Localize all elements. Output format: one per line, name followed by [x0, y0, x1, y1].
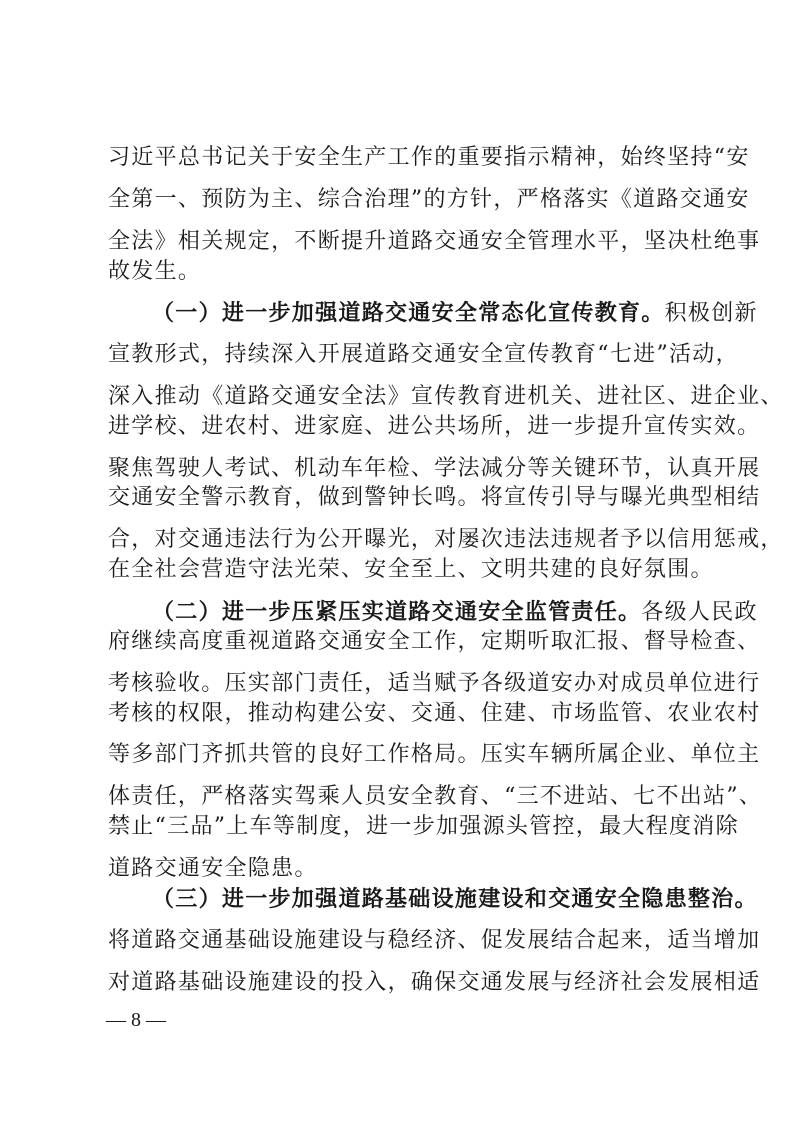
body-text-line: 合，对交通违法行为公开曝光，对屡次违法违规者予以信用惩戒， [108, 527, 784, 552]
body-text-span: 各级人民政 [641, 600, 758, 625]
body-text-line: 体责任，严格落实驾乘人员安全教育、“三不进站、七不出站”、 [108, 784, 763, 809]
body-text-line: 禁止“三品”上车等制度，进一步加强源头管控，最大程度消除 [108, 814, 739, 839]
body-text-line: 进学校、进农村、进家庭、进公共场所，进一步提升宣传实效。 [108, 414, 761, 439]
body-text-line: 道路交通安全隐患。 [108, 856, 318, 881]
body-text-line: 交通安全警示教育，做到警钟长鸣。将宣传引导与曝光典型相结 [108, 485, 761, 510]
body-text-line: 在全社会营造守法光荣、安全至上、文明共建的良好氛围。 [108, 557, 714, 582]
body-text-line: 深入推动《道路交通安全法》宣传教育进机关、进社区、进企业、 [108, 384, 784, 409]
body-text-line: 考核验收。压实部门责任，适当赋予各级道安办对成员单位进行 [108, 671, 761, 696]
body-text-line: 考核的权限，推动构建公安、交通、住建、市场监管、农业农村 [108, 701, 761, 726]
body-text-line: 宣教形式，持续深入开展道路交通安全宣传教育“七进”活动， [108, 342, 739, 367]
section-1-first-line [152, 297, 758, 329]
body-text-line: 全第一、预防为主、综合治理”的方针，严格落实《道路交通安 [108, 187, 750, 212]
body-text-line: 聚焦驾驶人考试、机动车年检、学法减分等关键环节，认真开展 [108, 456, 761, 481]
section-1-heading: （一）进一步加强道路交通安全常态化宣传教育。 [152, 300, 665, 326]
page-number: — 8 — [106, 1009, 166, 1031]
body-text-line: 习近平总书记关于安全生产工作的重要指示精神，始终坚持“安 [108, 145, 750, 170]
section-2-heading: （二）进一步压紧压实道路交通安全监管责任。 [152, 599, 642, 625]
section-3-heading: （三）进一步加强道路基础设施建设和交通安全隐患整治。 [152, 886, 758, 912]
section-3-first-line [152, 883, 758, 915]
body-text-line: 将道路交通基础设施建设与稳经济、促发展结合起来，适当增加 [108, 928, 761, 953]
section-2-first-line [152, 596, 758, 628]
body-text-span: 积极创新 [664, 301, 758, 326]
body-text-line: 府继续高度重视道路交通安全工作，定期听取汇报、督导检查、 [108, 629, 761, 654]
body-text-line: 对道路基础设施建设的投入，确保交通发展与经济社会发展相适 [108, 970, 761, 995]
body-text-line: 全法》相关规定，不断提升道路交通安全管理水平，坚决杜绝事 [108, 229, 761, 254]
body-text-line: 等多部门齐抓共管的良好工作格局。压实车辆所属企业、单位主 [108, 742, 761, 767]
body-text-line: 故发生。 [108, 259, 202, 284]
